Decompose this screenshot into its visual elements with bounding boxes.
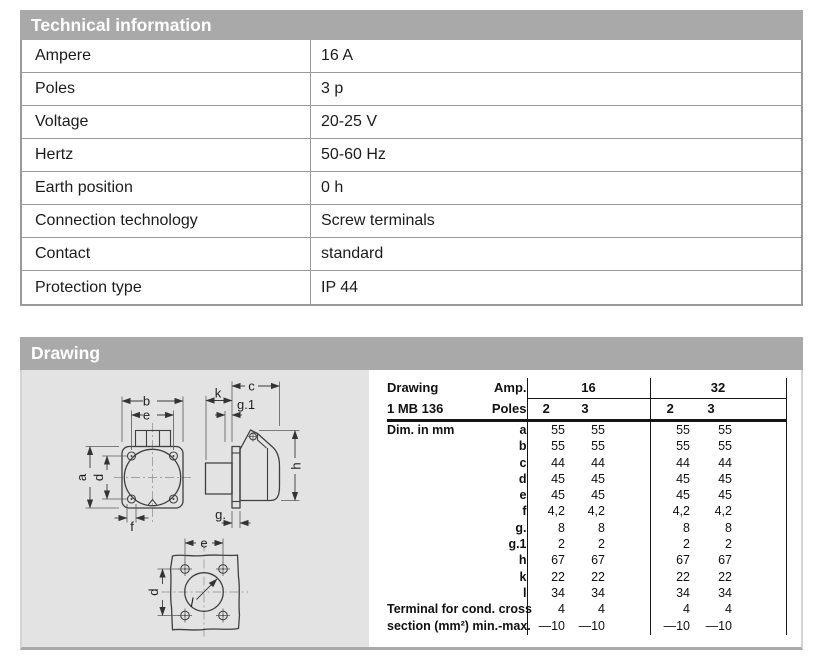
dim-value: 45 <box>591 488 605 503</box>
terminal-row <box>387 601 786 618</box>
dim-row <box>387 421 786 439</box>
gap-cell <box>732 569 786 585</box>
dim-label-g: g. <box>215 507 226 522</box>
spec-row <box>22 205 801 238</box>
dim-value: 67 <box>591 553 605 568</box>
dim-value: 22 <box>527 569 565 585</box>
terminal-value: —10 <box>650 618 690 635</box>
gap-cell <box>605 552 650 568</box>
dim-label-e-front: e <box>142 407 151 423</box>
dim-value: 45 <box>591 471 605 486</box>
datasheet-content <box>20 10 803 650</box>
technical-drawing-svg <box>22 370 369 647</box>
spec-label: Voltage <box>22 106 311 138</box>
rear-housing <box>206 463 233 494</box>
dim-row <box>387 569 786 585</box>
dim-caption-cell <box>387 536 487 552</box>
terminal-value: —10 <box>578 619 605 634</box>
spec-value: Screw terminals <box>321 212 435 229</box>
dim-label-g1: g.1 <box>237 397 256 412</box>
dim-label-b: b <box>142 393 151 409</box>
gap-cell <box>605 585 650 601</box>
dimension-table <box>387 378 787 635</box>
terminal-label: Terminal for cond. cross <box>387 602 532 617</box>
dim-row <box>387 471 786 487</box>
spec-label: Earth position <box>22 172 311 204</box>
spec-row <box>22 106 801 139</box>
gap-cell <box>605 471 650 487</box>
dim-letter: d <box>518 471 527 486</box>
dim-value: 45 <box>650 471 690 487</box>
gap-cell <box>605 438 650 454</box>
dim-letter: a <box>519 423 527 437</box>
dim-value: 67 <box>527 552 565 568</box>
dim-value: 4,2 <box>714 504 732 519</box>
dim-value: 4,2 <box>650 503 690 519</box>
dim-letter: e <box>519 488 527 503</box>
gap-cell <box>605 455 650 471</box>
gap-cell <box>732 438 786 454</box>
dim-value: 55 <box>718 423 732 437</box>
dim-label-a: a <box>74 473 89 482</box>
dim-caption-cell <box>387 471 487 487</box>
dim-value: 45 <box>718 471 732 486</box>
dim-value: 45 <box>527 487 565 503</box>
dim-caption-cell: Dim. in mm <box>387 423 455 437</box>
dim-value: 2 <box>650 536 690 552</box>
amp-group-32: 32 <box>650 378 786 399</box>
table-corner-title: Drawing <box>387 380 439 396</box>
dim-row <box>387 487 786 503</box>
dim-value: 2 <box>598 537 605 552</box>
dim-label-f: f <box>130 519 134 534</box>
dim-label-c: c <box>248 378 255 394</box>
dim-value: 4,2 <box>527 503 565 519</box>
spec-value: IP 44 <box>321 278 359 296</box>
spec-value: 20-25 V <box>321 113 378 130</box>
spec-row <box>22 172 801 205</box>
spec-label: Protection type <box>22 271 311 304</box>
gap-cell <box>732 399 786 421</box>
dim-value: 44 <box>718 455 732 470</box>
dim-row <box>387 503 786 519</box>
terminal-value: 4 <box>598 602 605 617</box>
drawing-title: Drawing <box>31 343 101 363</box>
poles-32-2: 2 <box>650 399 690 421</box>
dimension-table-panel <box>369 370 801 647</box>
terminal-value: 4 <box>650 601 690 618</box>
spec-value: 3 p <box>321 80 344 97</box>
dim-value: 34 <box>591 585 605 600</box>
dim-value: 22 <box>718 569 732 584</box>
dim-letter: g.1 <box>508 537 527 552</box>
dim-value: 44 <box>650 455 690 471</box>
dim-value: 4,2 <box>587 504 605 519</box>
terminal-value: 4 <box>725 602 732 617</box>
dim-value: 8 <box>527 520 565 536</box>
cutout-view <box>146 536 248 639</box>
dim-row <box>387 552 786 568</box>
dim-caption-cell <box>387 585 487 601</box>
dim-letter: k <box>519 569 527 584</box>
gap-cell <box>605 399 650 421</box>
dim-caption-cell <box>387 552 487 568</box>
dim-value: 8 <box>725 520 732 535</box>
dim-value: 67 <box>650 552 690 568</box>
dim-caption-cell <box>387 455 487 471</box>
terminal-row <box>387 618 786 635</box>
dim-value: 22 <box>650 569 690 585</box>
socket-body-profile <box>240 430 280 501</box>
dim-label-l: l <box>190 595 194 610</box>
terminal-label: section (mm²) min.-max. <box>387 619 531 634</box>
dim-label-d-bottom: d <box>146 588 161 596</box>
dim-letter: f <box>522 504 527 519</box>
dim-table-header-row-1 <box>387 378 786 399</box>
gap-cell <box>605 618 650 635</box>
gap-cell <box>732 455 786 471</box>
dim-value: 2 <box>527 536 565 552</box>
spec-label: Poles <box>22 73 311 105</box>
dim-value: 55 <box>650 421 690 439</box>
gap-cell <box>732 471 786 487</box>
dim-value: 44 <box>527 455 565 471</box>
technical-information-title: Technical information <box>31 14 212 35</box>
terminal-value: 4 <box>527 601 565 618</box>
dim-value: 44 <box>591 455 605 470</box>
dim-caption-cell <box>387 520 487 536</box>
dim-value: 8 <box>598 520 605 535</box>
poles-row-label: Poles <box>487 399 527 421</box>
gap-cell <box>732 552 786 568</box>
spec-value: 0 h <box>321 179 344 196</box>
spec-value: 50-60 Hz <box>321 146 386 163</box>
gap-cell <box>605 421 650 439</box>
flange-plate <box>232 447 240 509</box>
spec-row <box>22 139 801 172</box>
gap-cell <box>732 503 786 519</box>
dim-letter: l <box>523 585 527 600</box>
spec-label: Connection technology <box>22 205 311 237</box>
gap-cell <box>605 503 650 519</box>
spec-row <box>22 73 801 106</box>
dim-caption-cell <box>387 487 487 503</box>
dim-value: 55 <box>650 438 690 454</box>
dim-value: 34 <box>650 585 690 601</box>
dim-value: 55 <box>718 439 732 454</box>
dim-label-h: h <box>288 462 304 470</box>
drawing-body <box>20 370 803 650</box>
terminal-value: —10 <box>527 618 565 635</box>
dim-value: 45 <box>650 487 690 503</box>
dim-row <box>387 536 786 552</box>
dim-value: 55 <box>527 421 565 439</box>
drawing-header <box>20 337 803 370</box>
spec-label: Contact <box>22 238 311 270</box>
dim-value: 55 <box>527 438 565 454</box>
dim-row <box>387 585 786 601</box>
dim-letter: h <box>518 553 527 568</box>
dim-value: 45 <box>527 471 565 487</box>
gap-cell <box>605 569 650 585</box>
dim-label-d-front: d <box>91 473 106 482</box>
front-view <box>74 394 191 535</box>
gap-cell <box>732 618 786 635</box>
dim-caption-cell <box>387 503 487 519</box>
poles-16-3: 3 <box>565 399 605 421</box>
poles-16-2: 2 <box>527 399 565 421</box>
gap-cell <box>732 585 786 601</box>
amp-row-label: Amp. <box>494 380 527 396</box>
gap-cell <box>605 520 650 536</box>
gap-cell <box>732 487 786 503</box>
spec-label: Hertz <box>22 139 311 171</box>
dim-value: 34 <box>718 585 732 600</box>
spec-row <box>22 238 801 271</box>
technical-info-table <box>20 40 803 306</box>
dim-table-header-row-2 <box>387 399 786 421</box>
dim-label-k: k <box>214 385 222 401</box>
side-view <box>206 379 304 529</box>
spec-value: 16 A <box>321 47 354 64</box>
gap-cell <box>605 487 650 503</box>
dim-caption-cell <box>387 569 487 585</box>
dim-value: 34 <box>527 585 565 601</box>
dim-row <box>387 438 786 454</box>
technical-drawing <box>22 370 369 647</box>
drawing-number: 1 MB 136 <box>387 399 487 421</box>
dim-letter: g. <box>515 520 527 535</box>
gap-cell <box>732 601 786 618</box>
panel-plate <box>171 555 240 630</box>
spec-row <box>22 271 801 304</box>
terminal-block <box>136 431 171 447</box>
amp-group-16: 16 <box>527 378 650 399</box>
dim-value: 8 <box>650 520 690 536</box>
dim-value: 67 <box>718 553 732 568</box>
dim-table-body <box>387 421 786 636</box>
dim-value: 2 <box>725 537 732 552</box>
technical-information-header <box>20 10 803 40</box>
gap-cell <box>605 601 650 618</box>
gap-cell <box>605 536 650 552</box>
technical-information-section <box>20 10 803 306</box>
drawing-section <box>20 337 803 650</box>
dim-value: 22 <box>591 569 605 584</box>
spec-label: Ampere <box>22 40 311 72</box>
dim-label-e-bottom: e <box>200 535 208 551</box>
gap-cell <box>732 421 786 439</box>
dim-row <box>387 520 786 536</box>
poles-32-3: 3 <box>690 399 732 421</box>
spec-value: standard <box>321 245 384 262</box>
dim-value: 55 <box>591 439 605 454</box>
dim-letter: c <box>519 455 527 470</box>
gap-cell <box>732 520 786 536</box>
dim-value: 55 <box>591 423 605 437</box>
gap-cell <box>732 536 786 552</box>
dim-caption-cell <box>387 438 487 454</box>
dim-row <box>387 455 786 471</box>
spec-row <box>22 40 801 73</box>
terminal-value: —10 <box>705 619 732 634</box>
dim-letter: b <box>518 439 527 454</box>
dim-value: 45 <box>718 488 732 503</box>
